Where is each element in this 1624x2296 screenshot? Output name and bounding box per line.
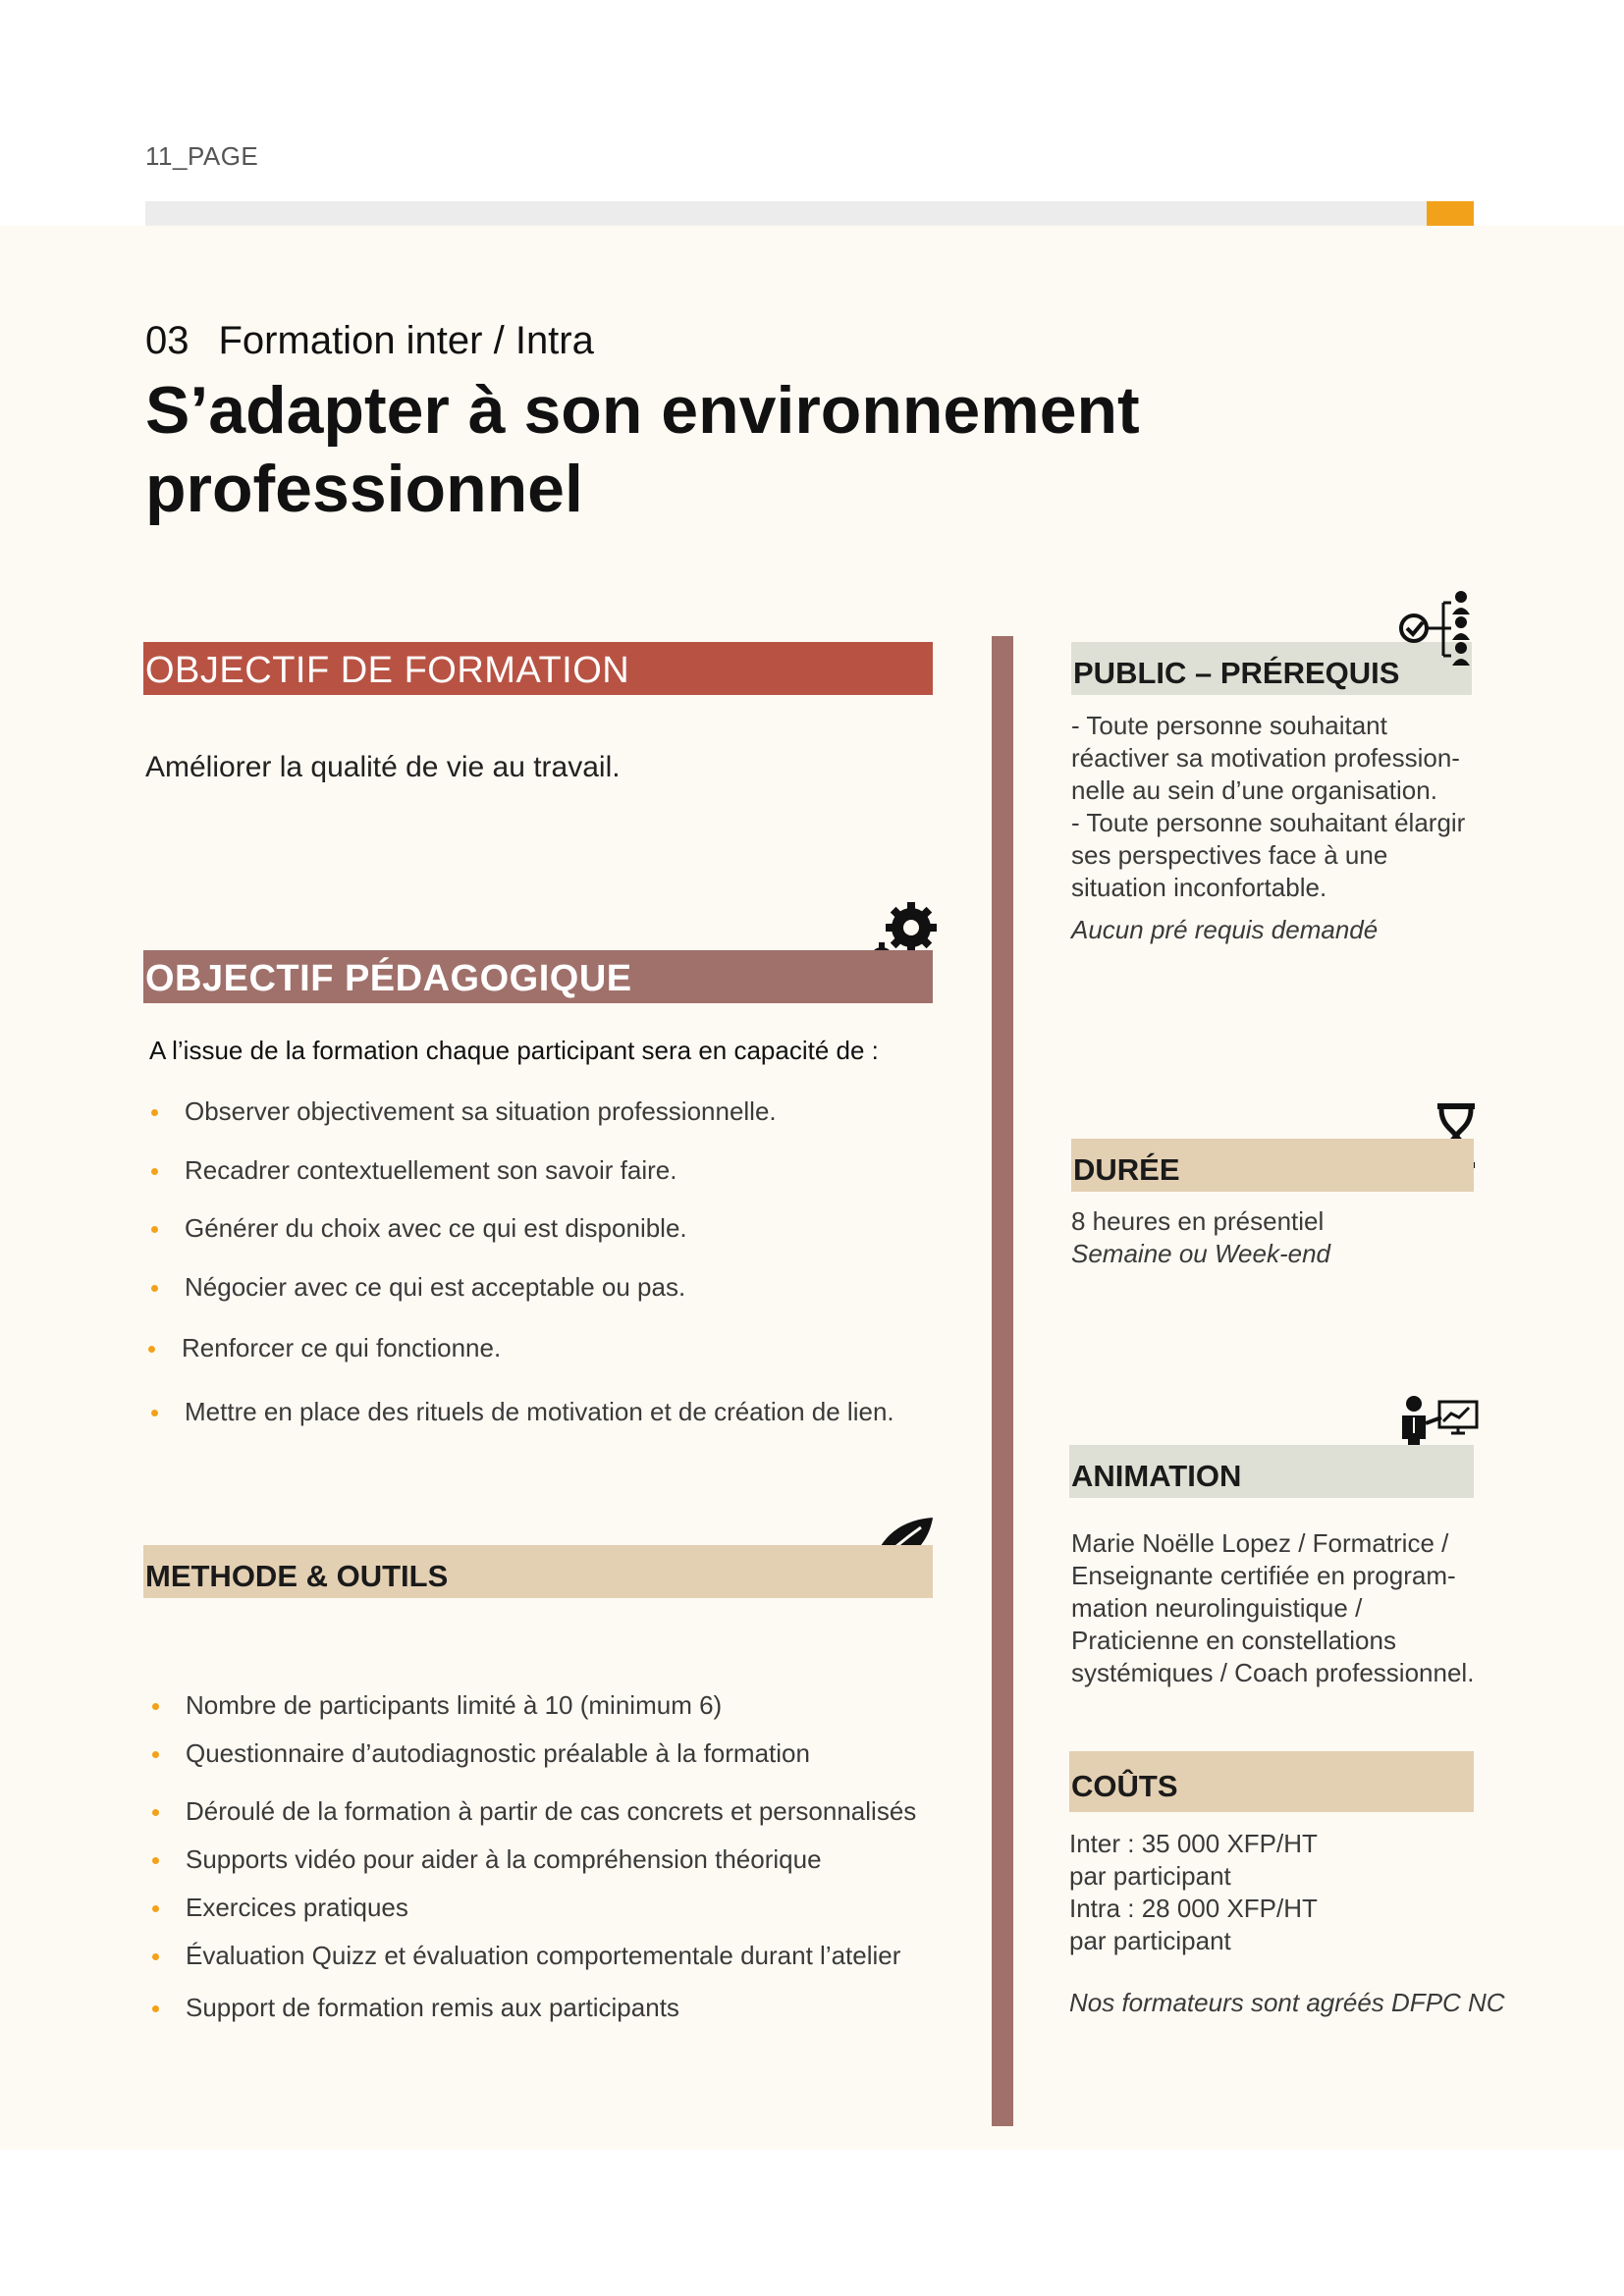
animation-line: mation neurolinguistique / [1071, 1593, 1363, 1623]
animation-line: systémiques / Coach professionnel. [1071, 1658, 1475, 1687]
couts-line: Intra : 28 000 XFP/HT [1069, 1894, 1318, 1923]
public-line: nelle au sein d’une organisation. [1071, 775, 1437, 805]
animation-heading: ANIMATION [1069, 1445, 1474, 1498]
list-item: Support de formation remis aux participants [186, 1993, 679, 2022]
title-line-1: S’adapter à son environnement [145, 373, 1140, 448]
public-heading: PUBLIC – PRÉREQUIS [1071, 642, 1472, 695]
list-item: Observer objectivement sa situation professionnelle. [185, 1096, 777, 1126]
public-line: ses perspectives face à une [1071, 840, 1388, 870]
couts-line: par participant [1069, 1861, 1231, 1891]
animation-line: Marie Noëlle Lopez / Formatrice / [1071, 1528, 1449, 1558]
public-note: Aucun pré requis demandé [1071, 915, 1379, 944]
list-item: Exercices pratiques [186, 1893, 408, 1922]
list-item: Déroulé de la formation à partir de cas concrets et personnalisés [186, 1796, 917, 1826]
public-line: situation inconfortable. [1071, 873, 1327, 902]
title-line-2: professionnel [145, 452, 583, 526]
objectif-pedagogique-intro: A l’issue de la formation chaque participant sera en capacité de : [149, 1036, 879, 1065]
list-item: Mettre en place des rituels de motivation et de création de lien. [185, 1397, 894, 1426]
list-item: Évaluation Quizz et évaluation comportementale durant l’atelier [186, 1941, 901, 1970]
public-line: réactiver sa motivation profession- [1071, 743, 1460, 773]
animation-text [1071, 1527, 1474, 1689]
section-subtitle [145, 319, 594, 363]
list-item: Renforcer ce qui fonctionne. [182, 1333, 502, 1362]
section-subtitle-text: Formation inter / Intra [218, 319, 594, 362]
couts-text [1069, 1828, 1505, 2019]
couts-line: Inter : 35 000 XFP/HT [1069, 1829, 1318, 1858]
couts-line: par participant [1069, 1926, 1231, 1955]
public-text [1071, 710, 1465, 946]
list-item: Questionnaire d’autodiagnostic préalable à la formation [186, 1738, 810, 1768]
list-item: Générer du choix avec ce qui est disponible. [185, 1213, 687, 1243]
objectif-formation-heading: OBJECTIF DE FORMATION [143, 642, 933, 695]
animation-line: Praticienne en constellations [1071, 1626, 1396, 1655]
page-title [145, 371, 1324, 528]
column-divider [992, 636, 1013, 2126]
duree-text [1071, 1205, 1330, 1270]
public-line: - Toute personne souhaitant [1071, 711, 1387, 740]
methode-heading: METHODE & OUTILS [143, 1545, 933, 1598]
list-item: Recadrer contextuellement son savoir faire. [185, 1155, 677, 1185]
list-item: Supports vidéo pour aider à la compréhension théorique [186, 1844, 822, 1874]
list-item: Nombre de participants limité à 10 (minimum 6) [186, 1690, 723, 1720]
top-bar [145, 201, 1427, 227]
checklist-people-icon [1398, 587, 1473, 667]
objectif-pedagogique-heading: OBJECTIF PÉDAGOGIQUE [143, 950, 933, 1003]
objectif-formation-text: Améliorer la qualité de vie au travail. [145, 751, 621, 783]
section-number: 03 [145, 319, 189, 362]
duree-line-2: Semaine ou Week-end [1071, 1239, 1331, 1268]
couts-note: Nos formateurs sont agréés DFPC NC [1069, 1988, 1505, 2017]
couts-heading: COÛTS [1069, 1751, 1474, 1812]
page-label: 11_PAGE [145, 141, 259, 171]
animation-line: Enseignante certifiée en program- [1071, 1561, 1456, 1590]
public-line: - Toute personne souhaitant élargir [1071, 808, 1466, 837]
top-bar-accent [1427, 201, 1474, 227]
duree-line-1: 8 heures en présentiel [1071, 1206, 1325, 1236]
duree-heading: DURÉE [1071, 1139, 1474, 1192]
list-item: Négocier avec ce qui est acceptable ou pas. [185, 1272, 686, 1302]
